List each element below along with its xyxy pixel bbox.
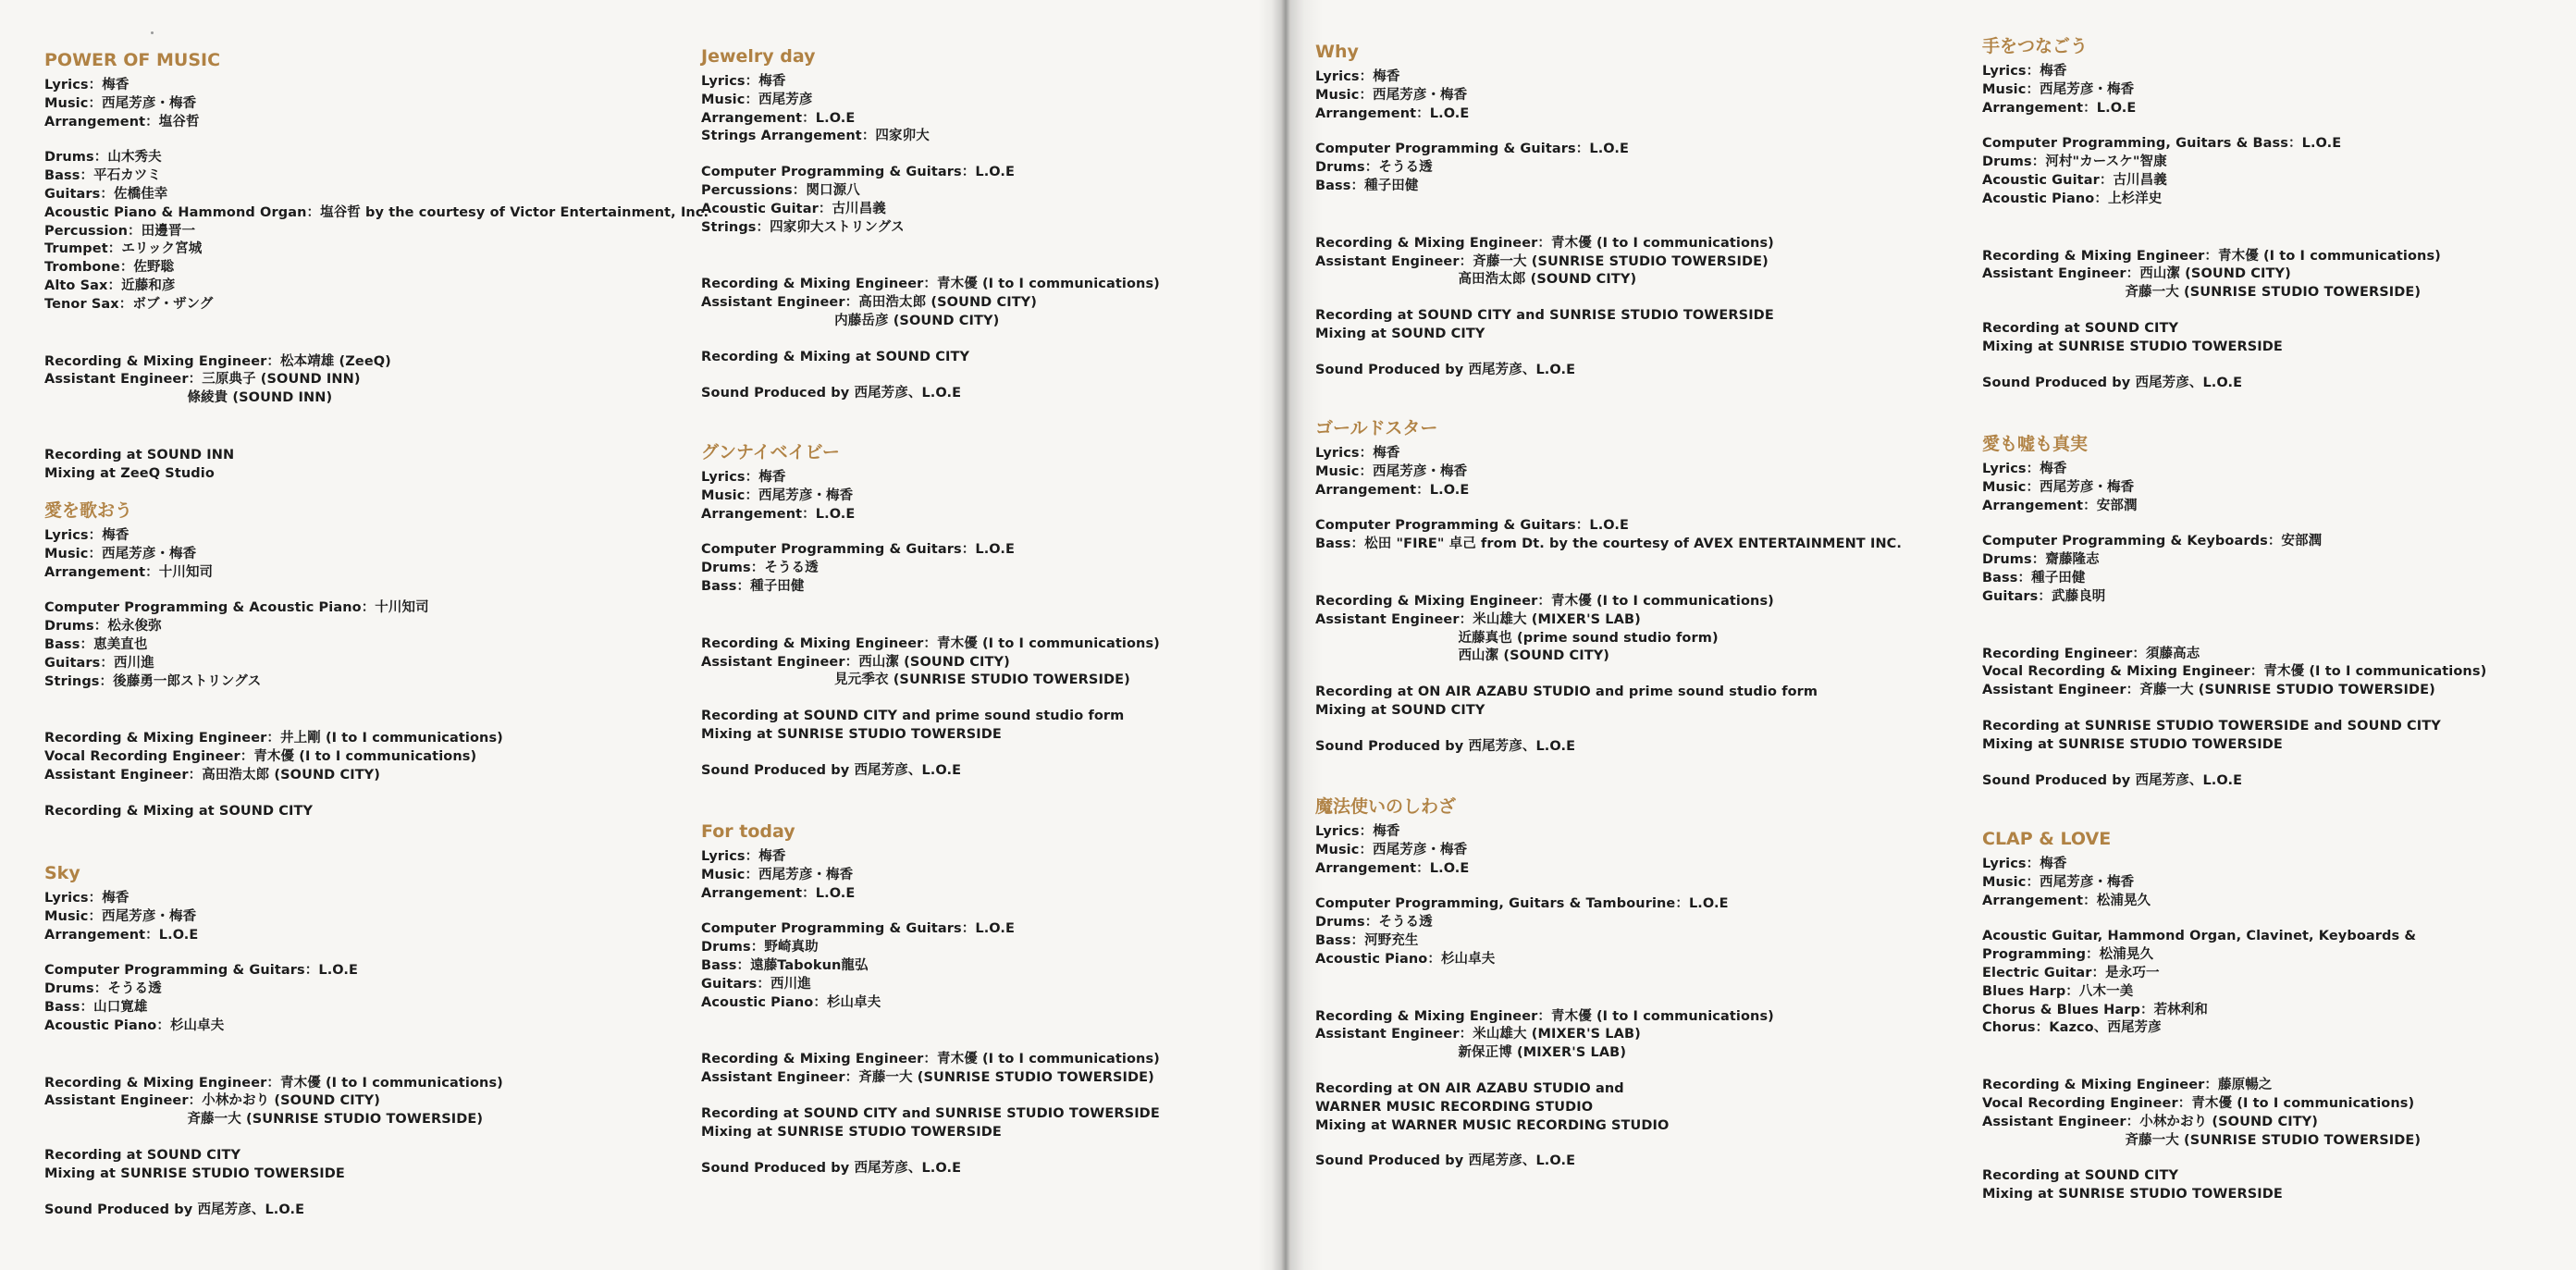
credit-line: Assistant Engineer：西山潔 (SOUND CITY) (701, 654, 1010, 670)
credit-line: Mixing at SUNRISE STUDIO TOWERSIDE (701, 1124, 1002, 1140)
song-title: For today (701, 821, 795, 842)
credit-line: Sound Produced by 西尾芳彦、L.O.E (701, 385, 962, 401)
credit-line: Arrangement：塩谷哲 (44, 114, 200, 129)
credit-line: Recording & Mixing Engineer：青木優 (I to I communications) (1982, 248, 2441, 264)
credit-block (1982, 1167, 2421, 1204)
credit-line: Computer Programming & Guitars：L.O.E (1315, 142, 1630, 157)
credit-block (1315, 1008, 1774, 1063)
credit-line: Strings：後藤勇一郎ストリングス (44, 673, 262, 689)
credit-line: Mixing at SUNRISE STUDIO TOWERSIDE (1982, 1187, 2283, 1202)
print-speck (151, 31, 154, 34)
block-spacer (1315, 196, 1774, 235)
credit-line: Recording at SOUND CITY and prime sound studio form (701, 709, 1125, 724)
credit-line: Drums：野崎真助 (701, 940, 819, 956)
credit-block (1315, 141, 1774, 195)
credit-block (1982, 320, 2441, 357)
block-spacer (701, 597, 1160, 635)
credit-line: Tenor Sax：ボブ・ザング (44, 296, 214, 312)
block-spacer (1315, 344, 1774, 362)
credit-line: Mixing at SUNRISE STUDIO TOWERSIDE (701, 726, 1002, 742)
song-credits (1315, 795, 1774, 1171)
credit-block (701, 349, 1160, 367)
credit-block (44, 77, 709, 131)
credit-line: Recording & Mixing Engineer：青木優 (I to I communications) (701, 635, 1160, 651)
song-credits (1982, 433, 2486, 790)
block-spacer (1315, 499, 1902, 517)
block-spacer (1315, 1135, 1774, 1153)
credit-line: Recording & Mixing Engineer：藤原暢之 (1982, 1078, 2273, 1093)
credit-block (1315, 1153, 1774, 1171)
credit-block (701, 276, 1160, 330)
credit-block (44, 527, 503, 582)
credit-block (1315, 445, 1902, 499)
credit-line: Mixing at SUNRISE STUDIO TOWERSIDE (1982, 339, 2283, 354)
credit-block (701, 762, 1160, 781)
block-spacer (701, 237, 1160, 276)
credit-block (701, 73, 1160, 146)
block-spacer (1315, 969, 1774, 1008)
credit-line: Lyrics：梅香 (701, 470, 786, 485)
block-spacer (701, 524, 1160, 541)
credit-line: Blues Harp：八木一美 (1982, 983, 2134, 999)
credit-block (1982, 248, 2441, 302)
credit-line: Computer Programming, Guitars & Bass：L.O.E (1982, 136, 2342, 152)
credit-line: Arrangement：松浦晃久 (1982, 893, 2151, 908)
credit-block (44, 890, 503, 944)
credit-line: Acoustic Piano：杉山卓夫 (701, 994, 881, 1010)
credit-block (44, 149, 709, 314)
credit-line: 斉藤一大 (SUNRISE STUDIO TOWERSIDE) (1982, 1132, 2422, 1148)
block-spacer (1982, 1150, 2421, 1167)
credit-line: Vocal Recording Engineer：青木優 (I to I communications) (44, 749, 477, 765)
credit-line: Acoustic Guitar：古川昌義 (1982, 172, 2167, 188)
block-spacer (701, 690, 1160, 708)
credit-line: Bass：平石カツミ (44, 168, 162, 184)
credit-block (1315, 235, 1774, 290)
credit-line: Recording at ON AIR AZABU STUDIO and (1315, 1080, 1624, 1096)
song-credits (701, 45, 1160, 402)
credit-line: Alto Sax：近藤和彦 (44, 277, 176, 293)
credit-block (1982, 63, 2441, 117)
credit-block (1315, 1080, 1774, 1135)
block-spacer (1982, 755, 2486, 772)
credit-line: Arrangement：L.O.E (1982, 100, 2137, 116)
song-credits (1982, 828, 2421, 1204)
block-spacer (1315, 554, 1902, 593)
credit-line: Arrangement：安部潤 (1982, 498, 2138, 513)
credit-block (1982, 856, 2421, 910)
credit-line: Arrangement：L.O.E (701, 110, 856, 126)
credit-line: Assistant Engineer：斉藤一大 (SUNRISE STUDIO TOWERSIDE) (1315, 253, 1769, 269)
credit-line: Recording & Mixing Engineer：青木優 (I to I communications) (1315, 593, 1774, 609)
credit-block (1982, 772, 2486, 791)
credit-line: Recording Engineer：須藤高志 (1982, 646, 2200, 661)
block-spacer (701, 146, 1160, 164)
credit-line: Computer Programming & Acoustic Piano：十川知司 (44, 600, 429, 616)
song-title: 愛も嘘も真実 (1982, 434, 2089, 454)
credit-block (44, 353, 709, 408)
credit-line: Arrangement：L.O.E (1315, 105, 1470, 121)
credit-line: 新保正博 (MIXER'S LAB) (1315, 1045, 1627, 1061)
block-spacer (44, 582, 503, 599)
credit-line: Arrangement：L.O.E (1315, 860, 1470, 876)
credit-block (701, 1160, 1160, 1178)
credit-block (701, 920, 1160, 1012)
credit-line: Assistant Engineer：三原典子 (SOUND INN) (44, 372, 361, 388)
block-spacer (701, 903, 1160, 920)
block-spacer (1982, 607, 2486, 646)
credit-line: Acoustic Piano：杉山卓夫 (44, 1017, 225, 1033)
credit-line: Assistant Engineer：高田浩太郎 (SOUND CITY) (701, 295, 1038, 311)
credit-line: Acoustic Piano & Hammond Organ：塩谷哲 by the courtesy of Victor Entertainment, Inc. (44, 204, 709, 220)
credit-line: Drums：そうる透 (1315, 160, 1433, 176)
credit-line: 條綾貴 (SOUND INN) (44, 390, 333, 406)
credit-line: Arrangement：L.O.E (1315, 482, 1470, 498)
credit-line: Sound Produced by 西尾芳彦、L.O.E (44, 1202, 305, 1217)
credit-line: Bass：松田 "FIRE" 卓己 from Dt. by the courtesy of AVEX ENTERTAINMENT INC. (1315, 536, 1903, 552)
credit-line: Computer Programming & Keyboards：安部潤 (1982, 534, 2323, 549)
credit-line: Guitars：西川進 (44, 655, 154, 671)
credit-block (1315, 684, 1902, 721)
song-credits (1315, 417, 1902, 757)
block-spacer (701, 745, 1160, 762)
credit-line: Recording & Mixing Engineer：青木優 (I to I communications) (701, 277, 1160, 292)
credit-line: 内藤岳彦 (SOUND CITY) (701, 313, 1000, 328)
song-title: 手をつなごう (1982, 36, 2089, 56)
credit-block (701, 848, 1160, 903)
song-title: CLAP & LOVE (1982, 829, 2112, 849)
credit-block (44, 599, 503, 691)
credit-line: Assistant Engineer：小林かおり (SOUND CITY) (1982, 1114, 2319, 1129)
credit-line: Recording at SOUND INN (44, 447, 235, 462)
credit-line: Assistant Engineer：米山雄大 (MIXER'S LAB) (1315, 611, 1641, 627)
block-spacer (1315, 1063, 1774, 1080)
credit-line: 西山潔 (SOUND CITY) (1315, 648, 1610, 664)
credit-block (701, 635, 1160, 690)
credit-block (1315, 362, 1774, 380)
credit-block (1982, 1077, 2421, 1150)
credit-line: 見元季衣 (SUNRISE STUDIO TOWERSIDE) (701, 672, 1130, 688)
credit-block (1315, 895, 1774, 968)
credit-line: Lyrics：梅香 (1315, 69, 1400, 84)
song-title: Sky (44, 863, 80, 883)
credit-block (701, 541, 1160, 596)
credit-line: Computer Programming & Guitars：L.O.E (701, 542, 1016, 558)
credit-block (1982, 646, 2486, 700)
block-spacer (1315, 290, 1774, 307)
credit-line: Computer Programming & Guitars：L.O.E (701, 165, 1016, 180)
credit-line: 近藤真也 (prime sound studio form) (1315, 630, 1719, 646)
credit-line: Bass：遠藤Tabokun龍弘 (701, 957, 869, 973)
credit-line: Guitars：武藤良明 (1982, 588, 2106, 604)
credit-line: Music：西尾芳彦・梅香 (701, 487, 854, 503)
block-spacer (701, 1142, 1160, 1160)
block-spacer (44, 785, 503, 803)
credit-line: Drums：山木秀夫 (44, 150, 162, 166)
credit-line: Recording & Mixing at SOUND CITY (701, 349, 970, 364)
credit-block (44, 447, 709, 484)
block-spacer (44, 314, 709, 353)
credit-block (1982, 135, 2441, 208)
credit-block (1315, 517, 1902, 554)
credit-line: Music：西尾芳彦・梅香 (44, 95, 197, 111)
credit-line: Arrangement：十川知司 (44, 564, 214, 580)
credit-block (1982, 461, 2486, 515)
credit-block (701, 1105, 1160, 1142)
credit-line: Assistant Engineer：米山雄大 (MIXER'S LAB) (1315, 1027, 1641, 1042)
block-spacer (1315, 666, 1902, 684)
credit-block (44, 1147, 503, 1184)
block-spacer (701, 1012, 1160, 1051)
credit-line: Arrangement：L.O.E (701, 885, 856, 901)
credit-line: Lyrics：梅香 (1982, 462, 2067, 476)
block-spacer (1982, 302, 2441, 320)
credit-line: Drums：齋藤隆志 (1982, 552, 2100, 568)
credit-block (1982, 928, 2421, 1038)
credit-block (1315, 823, 1774, 878)
credit-block (44, 962, 503, 1035)
credit-line: Lyrics：梅香 (1315, 824, 1400, 839)
credit-block (701, 708, 1160, 745)
credit-line: Percussion：田邊晋一 (44, 223, 196, 239)
credit-line: Assistant Engineer：高田浩太郎 (SOUND CITY) (44, 767, 381, 783)
credit-line: Lyrics：梅香 (44, 891, 129, 906)
credit-block (1315, 738, 1902, 757)
credit-line: Drums：そうる透 (44, 981, 162, 997)
block-spacer (44, 1036, 503, 1075)
credit-line: Music：西尾芳彦・梅香 (1982, 874, 2135, 890)
credit-line: 高田浩太郎 (SOUND CITY) (1315, 272, 1637, 288)
credit-line: Sound Produced by 西尾芳彦、L.O.E (1315, 738, 1576, 754)
credit-line: Music：西尾芳彦・梅香 (1315, 87, 1468, 103)
credit-line: Computer Programming & Guitars：L.O.E (1315, 518, 1630, 534)
credit-line: Mixing at SOUND CITY (1315, 702, 1485, 718)
song-title: Why (1315, 42, 1359, 62)
credit-line: Recording & Mixing Engineer：青木優 (I to I communications) (701, 1052, 1160, 1067)
credit-line: Recording & Mixing at SOUND CITY (44, 803, 314, 819)
credit-line: Mixing at SOUND CITY (1315, 326, 1485, 341)
credit-block (44, 730, 503, 784)
song-title: グンナイベイビー (701, 442, 840, 462)
credit-line: Bass：恵美直也 (44, 636, 148, 652)
credit-line: Sound Produced by 西尾芳彦、L.O.E (701, 1160, 962, 1176)
block-spacer (1315, 721, 1902, 738)
credit-line: Mixing at SUNRISE STUDIO TOWERSIDE (1982, 736, 2283, 752)
credit-line: Drums：そうる透 (1315, 915, 1433, 931)
credit-line: Music：西尾芳彦 (701, 92, 813, 107)
credit-block (1315, 68, 1774, 123)
credit-line: Recording at SOUND CITY (1982, 1168, 2179, 1184)
block-spacer (1982, 1038, 2421, 1077)
song-credits (701, 441, 1160, 781)
credit-line: Electric Guitar：是永巧一 (1982, 965, 2160, 980)
song-title: Jewelry day (701, 46, 816, 67)
credit-line: Mixing at SUNRISE STUDIO TOWERSIDE (44, 1165, 345, 1181)
block-spacer (1982, 209, 2441, 248)
credit-line: Bass：山口寛雄 (44, 999, 148, 1015)
credit-line: Lyrics：梅香 (701, 849, 786, 864)
block-spacer (44, 1129, 503, 1147)
credit-line: Music：西尾芳彦・梅香 (1982, 479, 2135, 495)
credit-line: Acoustic Guitar, Hammond Organ, Clavinet, Keyboards & (1982, 929, 2417, 944)
credit-block (1315, 593, 1902, 666)
credit-block (701, 1051, 1160, 1088)
song-credits (1315, 41, 1774, 380)
credit-line: Music：西尾芳彦・梅香 (44, 546, 197, 561)
credit-line: Vocal Recording Engineer：青木優 (I to I communications) (1982, 1095, 2415, 1111)
song-credits (701, 820, 1160, 1178)
credit-block (701, 385, 1160, 403)
credit-line: Drums：河村"カースケ"智康 (1982, 154, 2167, 170)
credit-line: Assistant Engineer：斉藤一大 (SUNRISE STUDIO TOWERSIDE) (701, 1070, 1154, 1086)
block-spacer (44, 691, 503, 730)
credit-line: Acoustic Piano：上杉洋史 (1982, 191, 2163, 206)
credit-line: Music：西尾芳彦・梅香 (1315, 463, 1468, 479)
credit-block (701, 164, 1160, 237)
song-credits (1982, 35, 2441, 392)
credit-line: Music：西尾芳彦・梅香 (1315, 842, 1468, 857)
credit-line: Music：西尾芳彦・梅香 (44, 908, 197, 924)
credit-line: Computer Programming & Guitars：L.O.E (701, 921, 1016, 937)
credit-line: Acoustic Piano：杉山卓夫 (1315, 951, 1496, 967)
song-title: ゴールドスター (1315, 418, 1438, 438)
block-spacer (701, 331, 1160, 349)
credit-line: Bass：種子田健 (1315, 178, 1419, 193)
credit-line: Recording & Mixing Engineer：青木優 (I to I communications) (44, 1075, 503, 1091)
credit-line: Music：西尾芳彦・梅香 (701, 867, 854, 882)
credit-line: Lyrics：梅香 (1315, 446, 1400, 461)
block-spacer (1982, 515, 2486, 533)
credit-line: Recording at SOUND CITY (44, 1147, 241, 1163)
credit-block (1982, 533, 2486, 606)
credit-line: Strings Arrangement：四家卯大 (701, 129, 930, 144)
credit-line: Sound Produced by 西尾芳彦、L.O.E (701, 762, 962, 778)
song-credits (44, 499, 503, 821)
block-spacer (1982, 910, 2421, 928)
credit-line: Guitars：佐橋佳幸 (44, 186, 168, 202)
credit-line: Recording at SUNRISE STUDIO TOWERSIDE and SOUND CITY (1982, 718, 2441, 734)
credit-line: Percussions：関口源八 (701, 182, 860, 198)
credit-line: Bass：河野充生 (1315, 932, 1419, 948)
credit-line: Mixing at WARNER MUSIC RECORDING STUDIO (1315, 1117, 1670, 1133)
credit-line: Acoustic Guitar：古川昌義 (701, 201, 886, 216)
credit-line: Strings：四家卯大ストリングス (701, 219, 905, 235)
credit-line: Assistant Engineer：西山潔 (SOUND CITY) (1982, 266, 2291, 282)
credit-line: Music：西尾芳彦・梅香 (1982, 81, 2135, 97)
credit-line: Recording & Mixing Engineer：松本靖雄 (ZeeQ) (44, 353, 391, 369)
credit-line: Sound Produced by 西尾芳彦、L.O.E (1982, 772, 2243, 788)
song-title: 愛を歌おう (44, 500, 133, 521)
block-spacer (44, 1184, 503, 1202)
credit-line: Recording & Mixing Engineer：青木優 (I to I communications) (1315, 235, 1774, 251)
credit-line: Chorus：Kazco、西尾芳彦 (1982, 1020, 2162, 1036)
credit-line: Sound Produced by 西尾芳彦、L.O.E (1315, 1153, 1576, 1169)
credit-line: Bass：種子田健 (1982, 570, 2086, 586)
credit-line: WARNER MUSIC RECORDING STUDIO (1315, 1099, 1594, 1115)
credit-line: Assistant Engineer：小林かおり (SOUND CITY) (44, 1093, 381, 1109)
credit-line: Lyrics：梅香 (44, 528, 129, 543)
credit-line: Programming：松浦晃久 (1982, 947, 2154, 963)
credit-line: Recording & Mixing Engineer：井上剛 (I to I communications) (44, 731, 503, 746)
credit-line: Drums：松永俊弥 (44, 619, 162, 635)
credit-line: Vocal Recording & Mixing Engineer：青木優 (I to I communications) (1982, 664, 2487, 680)
credit-line: Sound Produced by 西尾芳彦、L.O.E (1315, 362, 1576, 377)
credit-line: Recording & Mixing Engineer：青木優 (I to I communications) (1315, 1008, 1774, 1024)
credit-block (1982, 718, 2486, 755)
credit-block (44, 1202, 503, 1220)
credit-line: Lyrics：梅香 (1982, 64, 2067, 79)
credit-line: 斉藤一大 (SUNRISE STUDIO TOWERSIDE) (1982, 285, 2422, 301)
credit-block (44, 1075, 503, 1129)
block-spacer (44, 944, 503, 962)
credit-line: 斉藤一大 (SUNRISE STUDIO TOWERSIDE) (44, 1112, 484, 1128)
credit-line: Assistant Engineer：斉藤一大 (SUNRISE STUDIO TOWERSIDE) (1982, 683, 2435, 698)
credit-line: Recording at SOUND CITY and SUNRISE STUDIO TOWERSIDE (701, 1105, 1160, 1121)
song-credits (44, 49, 709, 484)
credit-block (1982, 375, 2441, 393)
credit-line: Lyrics：梅香 (44, 78, 129, 92)
credit-line: Lyrics：梅香 (1982, 857, 2067, 871)
block-spacer (1982, 117, 2441, 135)
block-spacer (1315, 123, 1774, 141)
credit-line: Recording at ON AIR AZABU STUDIO and prime sound studio form (1315, 684, 1818, 700)
block-spacer (701, 1088, 1160, 1105)
block-spacer (701, 367, 1160, 385)
credit-line: Arrangement：L.O.E (44, 927, 199, 943)
credit-line: Bass：種子田健 (701, 578, 805, 594)
song-credits (44, 862, 503, 1219)
credit-line: Mixing at ZeeQ Studio (44, 465, 215, 481)
song-title: 魔法使いのしわざ (1315, 796, 1457, 817)
credit-line: Computer Programming & Guitars：L.O.E (44, 963, 359, 979)
credit-line: Computer Programming, Guitars & Tambourine：L.O.E (1315, 896, 1729, 912)
credit-line: Arrangement：L.O.E (701, 506, 856, 522)
credit-line: Guitars：西川進 (701, 976, 811, 992)
song-title: POWER OF MUSIC (44, 50, 221, 70)
credit-line: Lyrics：梅香 (701, 74, 786, 89)
credit-line: Sound Produced by 西尾芳彦、L.O.E (1982, 375, 2243, 390)
block-spacer (1982, 357, 2441, 375)
credit-block (1315, 307, 1774, 344)
credit-block (44, 803, 503, 821)
credit-line: Trumpet：エリック宮城 (44, 241, 203, 257)
block-spacer (44, 131, 709, 149)
block-spacer (1982, 700, 2486, 718)
credit-line: Trombone：佐野聡 (44, 260, 175, 276)
block-spacer (44, 408, 709, 447)
block-spacer (1315, 878, 1774, 895)
credit-line: Recording at SOUND CITY and SUNRISE STUDIO TOWERSIDE (1315, 308, 1774, 324)
credit-line: Drums：そうる透 (701, 561, 819, 576)
credit-block (701, 469, 1160, 524)
credit-line: Recording at SOUND CITY (1982, 320, 2179, 336)
credit-line: Chorus & Blues Harp：若林利和 (1982, 1002, 2208, 1017)
